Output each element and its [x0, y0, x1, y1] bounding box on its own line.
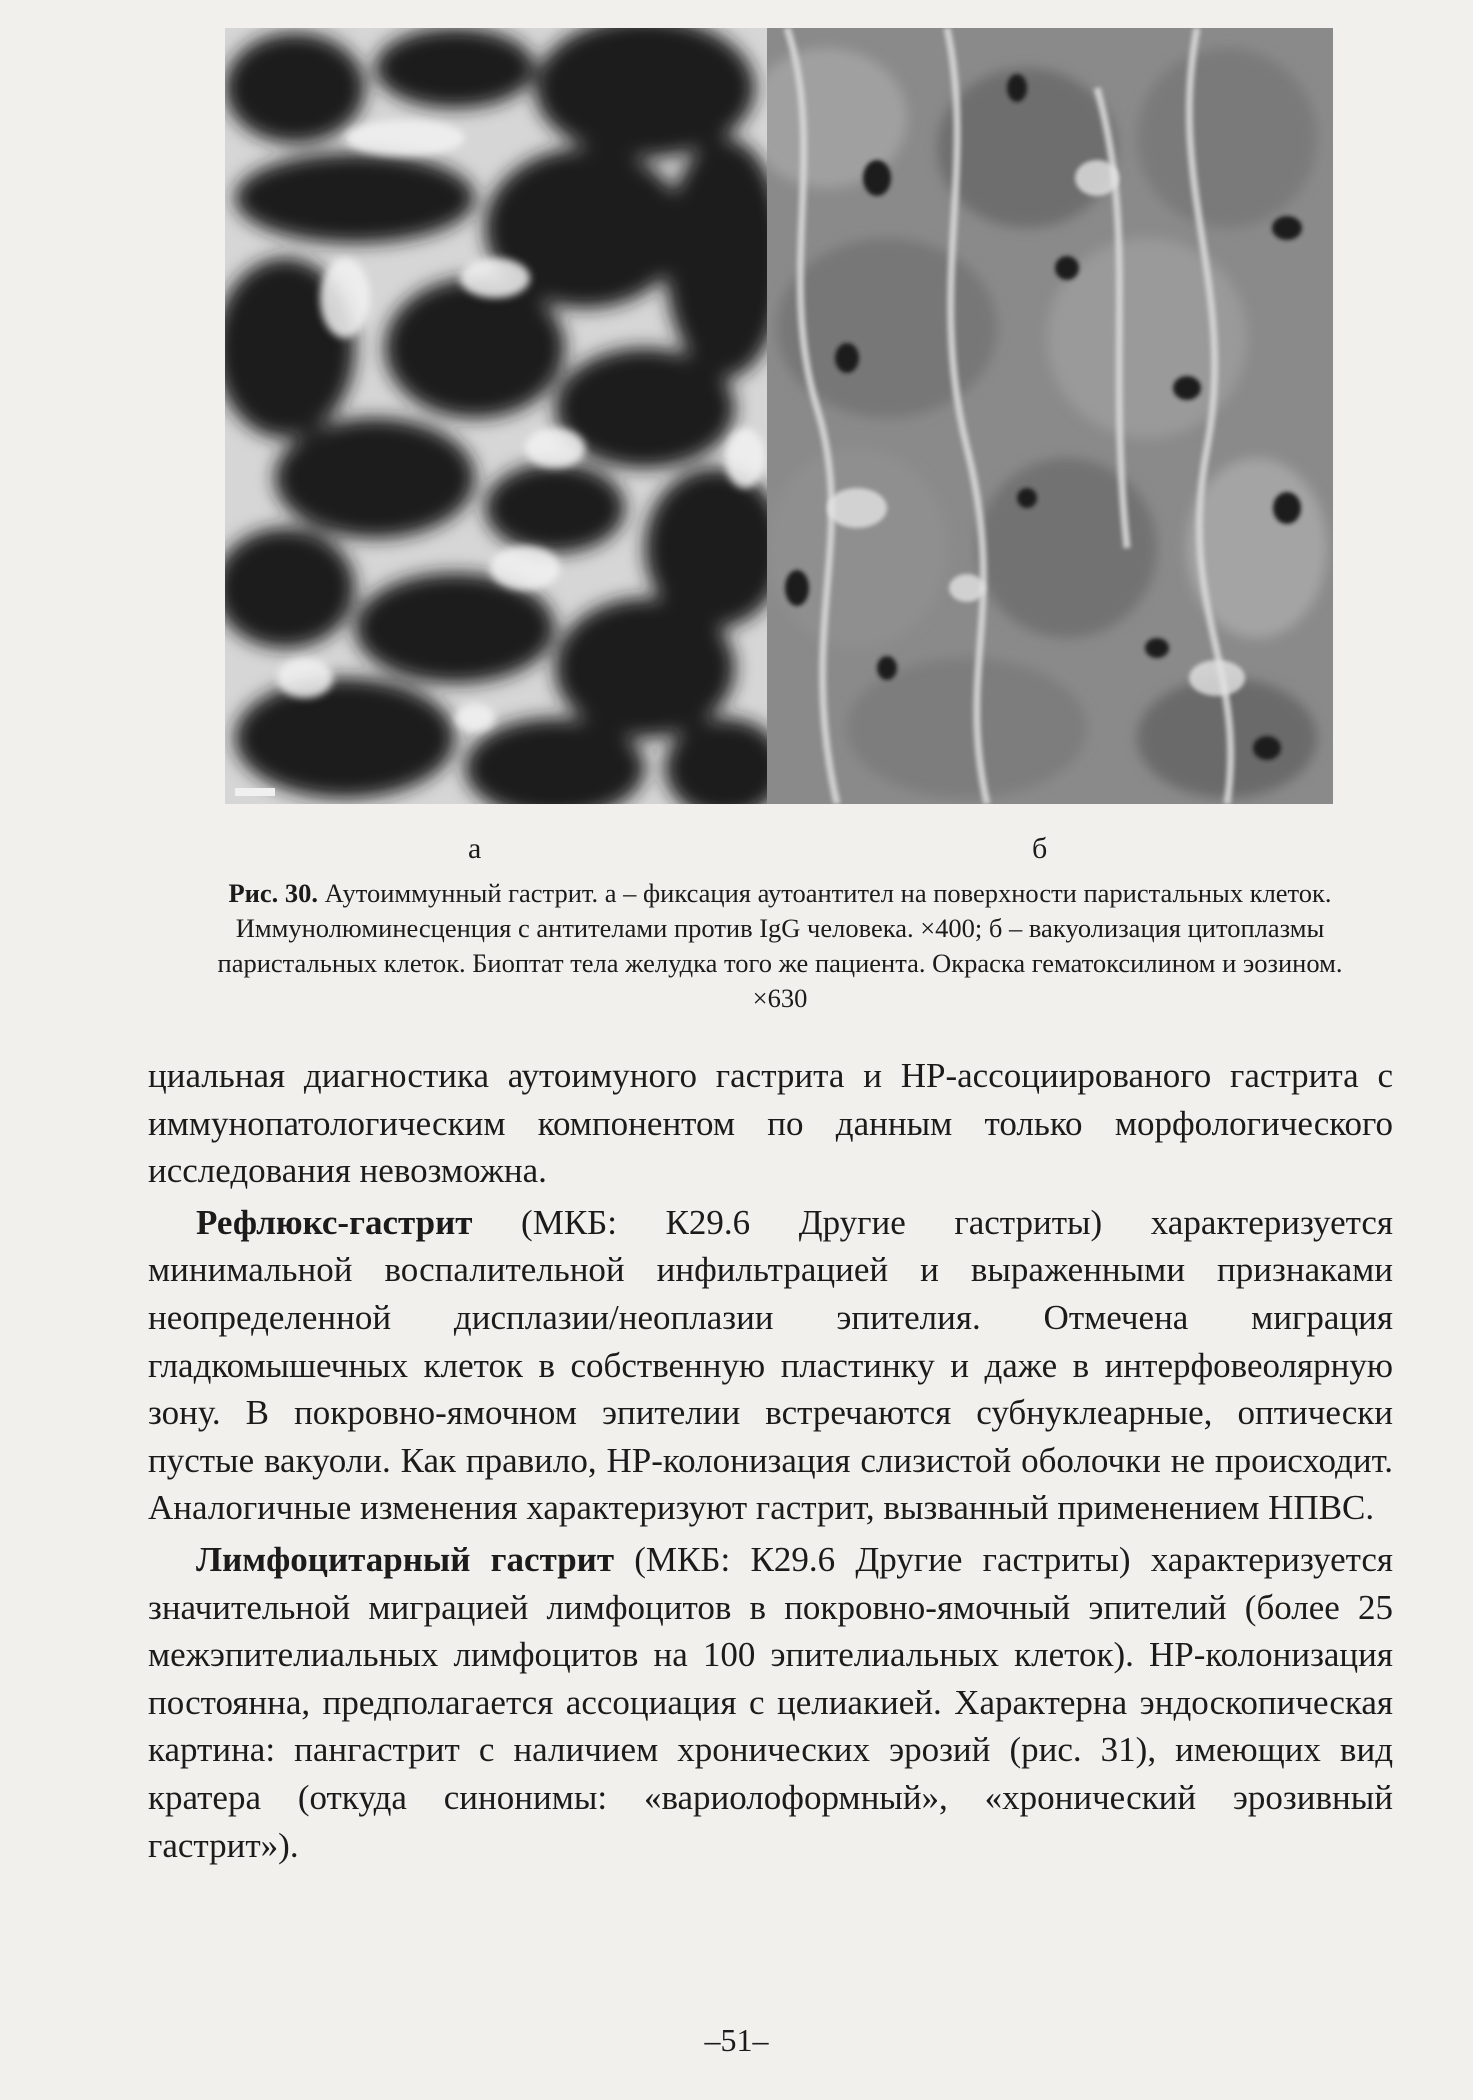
- micrograph-panel-a: [225, 28, 767, 804]
- panel-label-a: а: [468, 832, 482, 865]
- figure-30: [225, 28, 1333, 804]
- term-lymphocytic-gastritis: Лимфоцитарный гастрит: [196, 1539, 615, 1579]
- micrograph-panel-b: [767, 28, 1333, 804]
- immunofluorescence-image: [225, 28, 767, 804]
- caption-text: Аутоиммунный гастрит. а – фиксация аутоантител на поверхности паристальных клеток. Иммунолюминесценция с антителами против IgG человека. ×400; б – вакуолизация цитоплазмы паристальных клеток. Биоптат тела желудка того же пациента. Окраска гематоксилином и эозином. ×630: [217, 878, 1343, 1013]
- paragraph-2-text: (МКБ: К29.6 Другие гастриты) характеризуется минимальной воспалительной инфильтрацией и выраженными признаками неопределенной дисплазии/неоплазии эпителия. Отмечена миграция гладкомышечных клеток в собственную пластинку и даже в интерфовеолярную зону. В покровно-ямочном эпителии встречаются субнуклеарные, оптически пустые вакуоли. Как правило, НР-колонизация слизистой оболочки не происходит. Аналогичные изменения характеризуют гастрит, вызванный применением НПВС.: [148, 1202, 1393, 1528]
- paragraph-3-text: (МКБ: К29.6 Другие гастриты) характеризуется значительной миграцией лимфоцитов в покровно-ямочный эпителий (более 25 межэпителиальных лимфоцитов на 100 эпителиальных клеток). НР-колонизация постоянна, предполагается ассоциация с целиакией. Характерна эндоскопическая картина: пангастрит с наличием хронических эрозий (рис. 31), имеющих вид кратера (откуда синонимы: «вариолоформный», «хронический эрозивный гастрит»).: [148, 1539, 1393, 1865]
- caption-lead: Рис. 30.: [228, 878, 319, 908]
- histology-image: [767, 28, 1333, 804]
- paragraph-2: [148, 1199, 1393, 1532]
- figure-caption: [215, 876, 1345, 1016]
- panel-label-b: б: [1032, 832, 1048, 865]
- page-number: –51–: [704, 2022, 769, 2058]
- paragraph-3: [148, 1536, 1393, 1869]
- body-text: [148, 1052, 1393, 1869]
- paragraph-1: циальная диагностика аутоимуного гастрита и НР-ассоциированого гастрита с иммунопатологическим компонентом по данным только морфологического исследования невозможна.: [148, 1056, 1393, 1191]
- term-reflux-gastritis: Рефлюкс-гастрит: [196, 1202, 473, 1242]
